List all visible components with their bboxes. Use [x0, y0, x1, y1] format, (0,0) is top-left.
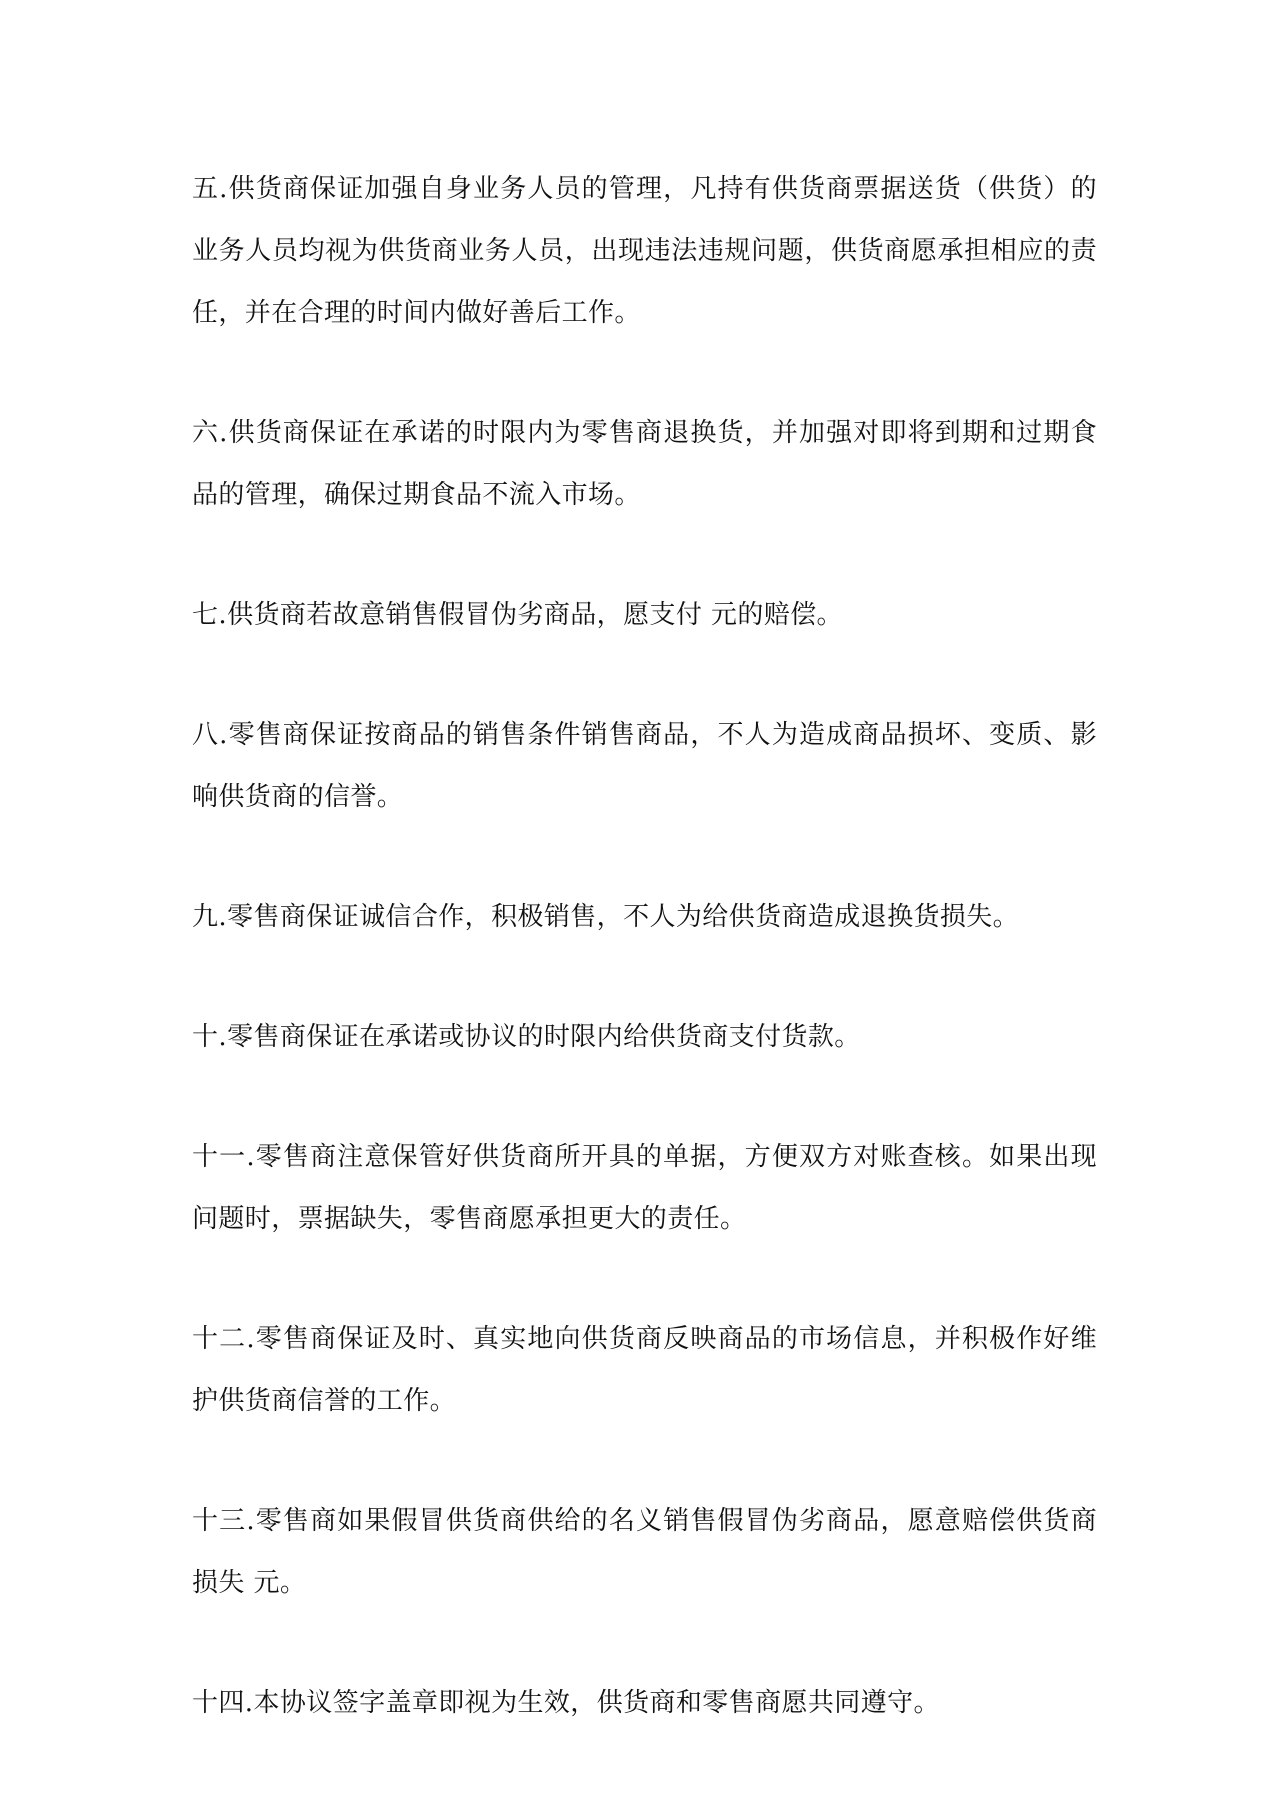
clause-11: 十一.零售商注意保管好供货商所开具的单据，方便双方对账查核。如果出现问题时，票据缺失，零售商愿承担更大的责任。 — [192, 1142, 1097, 1234]
clause-12: 十二.零售商保证及时、真实地向供货商反映商品的市场信息，并积极作好维护供货商信誉的工作。 — [192, 1324, 1097, 1416]
clause-10: 十.零售商保证在承诺或协议的时限内给供货商支付货款。 — [192, 1022, 861, 1052]
document-body — [192, 158, 1097, 1792]
clause-9: 九.零售商保证诚信合作，积极销售，不人为给供货商造成退换货损失。 — [192, 902, 1020, 932]
clause-8: 八.零售商保证按商品的销售条件销售商品，不人为造成商品损坏、变质、影响供货商的信誉。 — [192, 720, 1097, 812]
clause-5: 五.供货商保证加强自身业务人员的管理，凡持有供货商票据送货（供货）的业务人员均视为供货商业务人员，出现违法违规问题，供货商愿承担相应的责任，并在合理的时间内做好善后工作。 — [192, 174, 1097, 328]
clause-6: 六.供货商保证在承诺的时限内为零售商退换货，并加强对即将到期和过期食品的管理，确保过期食品不流入市场。 — [192, 418, 1097, 510]
clause-13: 十三.零售商如果假冒供货商供给的名义销售假冒伪劣商品，愿意赔偿供货商损失 元。 — [192, 1506, 1097, 1598]
clause-14: 十四.本协议签字盖章即视为生效，供货商和零售商愿共同遵守。 — [192, 1688, 940, 1718]
clause-7: 七.供货商若故意销售假冒伪劣商品，愿支付 元的赔偿。 — [192, 600, 843, 630]
